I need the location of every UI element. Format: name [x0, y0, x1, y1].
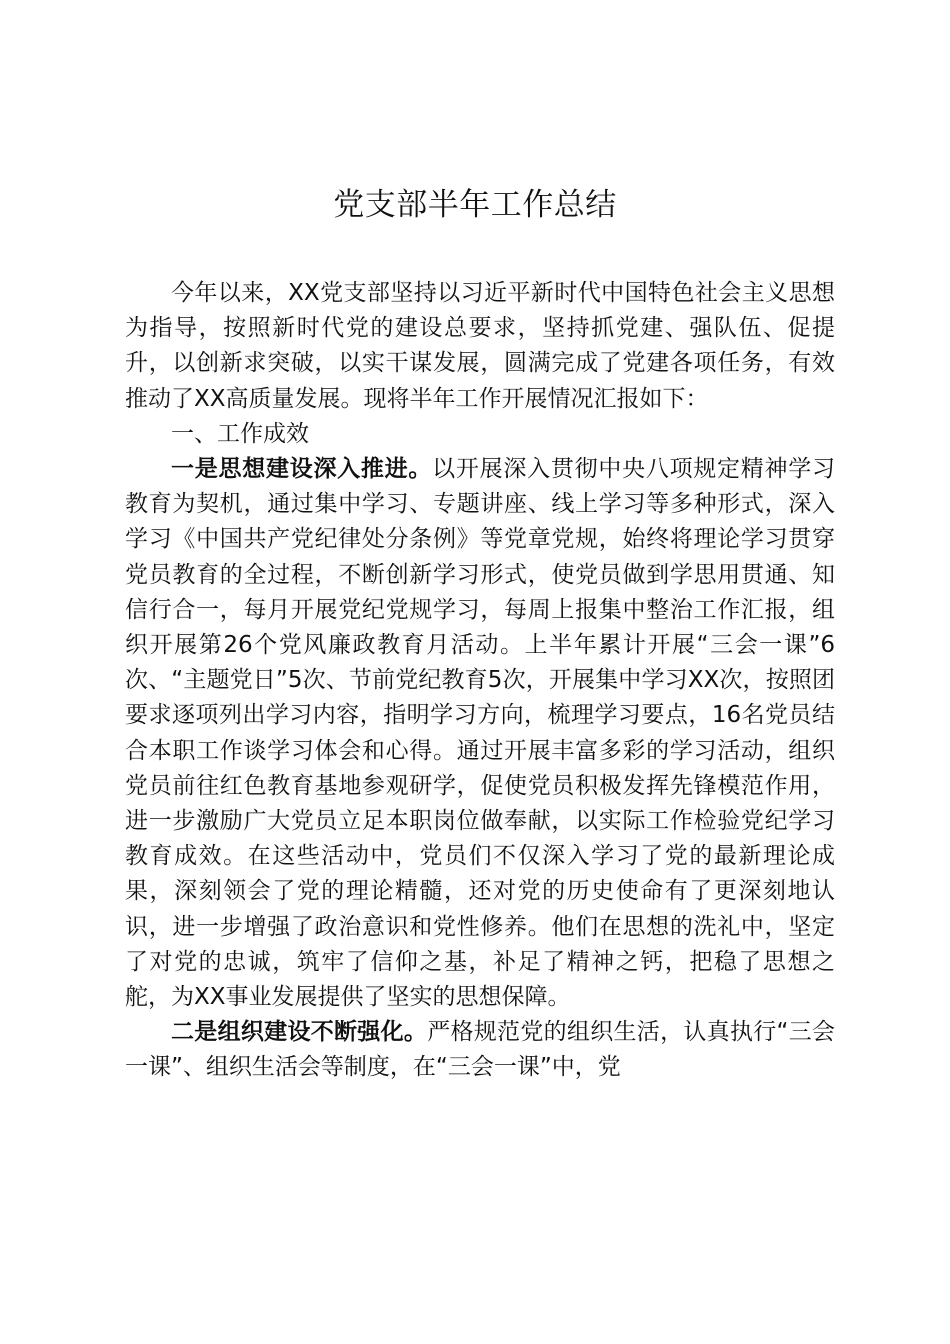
- item-text-organizational: 严格规范党的组织生活，认真执行“三会一课”、组织生活会等制度，在“三会一课”中，党: [125, 1019, 836, 1081]
- item-organizational-building: [125, 1015, 835, 1085]
- item-text-ideological: 以开展深入贯彻中央八项规定精神学习教育为契机，通过集中学习、专题讲座、线上学习等多种形式，深入学习《中国共产党纪律处分条例》等党章党规，始终将理论学习贯穿党员教育的全过程，不断创新学习形式，使党员做到学思用贯通、知信行合一，每月开展党纪党规学习，每周上报集中整治工作汇报，组织开展第26个党风廉政教育月活动。上半年累计开展“三会一课”6次、“主题党日”5次、节前党纪教育5次，开展集中学习XX次，按照团要求逐项列出学习内容，指明学习方向，梳理学习要点，16名党员结合本职工作谈学习体会和心得。通过开展丰富多彩的学习活动，组织党员前往红色教育基地参观研学，促使党员积极发挥先锋模范作用，进一步激励广大党员立足本职岗位做奉献，以实际工作检验党纪学习教育成效。在这些活动中，党员们不仅深入学习了党的最新理论成果，深刻领会了党的理论精髓，还对党的历史使命有了更深刻地认识，进一步增强了政治意识和党性修养。他们在思想的洗礼中，坚定了对党的忠诚，筑牢了信仰之基，补足了精神之钙，把稳了思想之舵，为XX事业发展提供了坚实的思想保障。: [125, 456, 836, 1011]
- item-ideological-building: [125, 452, 835, 1015]
- document-title: 党支部半年工作总结: [333, 187, 617, 223]
- section-heading-achievements: 一、工作成效: [171, 420, 309, 447]
- intro-paragraph: 今年以来，XX党支部坚持以习近平新时代中国特色社会主义思想为指导，按照新时代党的建设总要求，坚持抓党建、强队伍、促提升，以创新求突破，以实干谋发展，圆满完成了党建各项任务，有效推动了XX高质量发展。现将半年工作开展情况汇报如下：: [125, 280, 835, 412]
- item-lead-organizational: 二是组织建设不断强化。: [171, 1019, 428, 1046]
- document-body: [125, 276, 835, 1086]
- item-lead-ideological: 一是思想建设深入推进。: [171, 456, 433, 483]
